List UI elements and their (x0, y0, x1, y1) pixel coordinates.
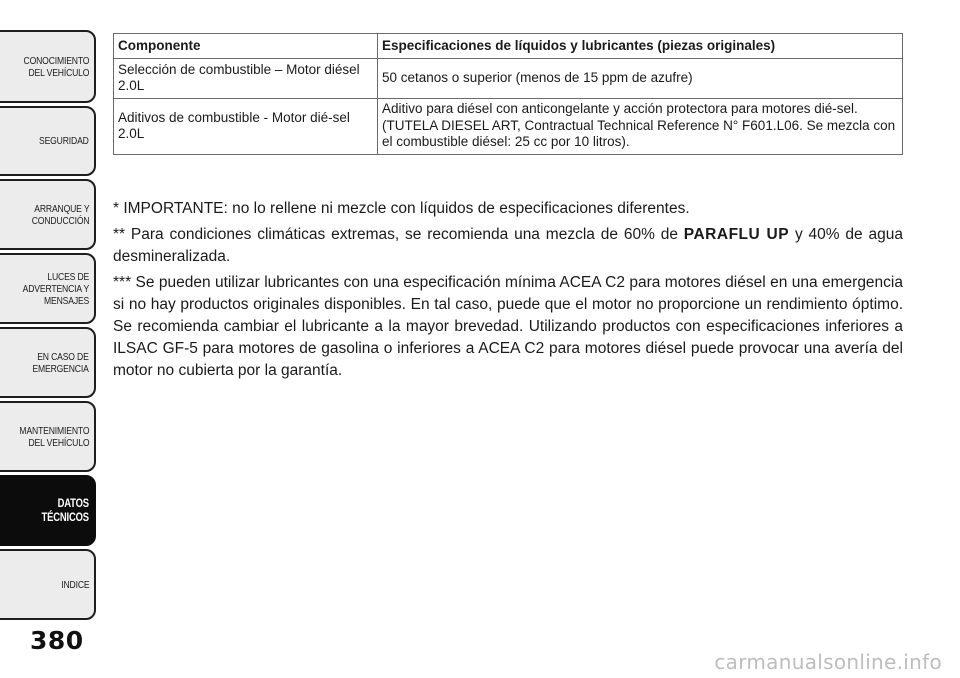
tab-seguridad[interactable] (0, 106, 96, 176)
table-row (114, 99, 903, 155)
tab-label: SEGURIDAD (39, 135, 90, 147)
tab-label: INDICE (60, 578, 90, 591)
tab-label: ARRANQUE Y CONDUCCIÓN (31, 202, 90, 227)
tab-arranque-y-conduccion[interactable] (0, 179, 96, 250)
table-row (114, 59, 903, 99)
tab-indice[interactable] (0, 549, 96, 620)
tab-label: CONOCIMIENTO DEL VEHÍCULO (23, 54, 90, 79)
tab-label: MANTENIMIENTO DEL VEHÍCULO (19, 424, 90, 449)
note-text: y 40% de agua desmineralizada. (113, 226, 903, 265)
table-cell: 50 cetanos o superior (menos de 15 ppm de azufre) (378, 59, 903, 99)
tab-conocimiento-del-vehiculo[interactable] (0, 30, 96, 103)
tab-en-caso-de-emergencia[interactable] (0, 327, 96, 398)
brand-name: PARAFLU UP (683, 226, 790, 243)
note-condiciones-extremas (113, 224, 903, 268)
note-importante: * IMPORTANTE: no lo rellene ni mezcle con líquidos de especificaciones diferentes. (113, 200, 690, 217)
tab-label: LUCES DE ADVERTENCIA Y MENSAJES (22, 270, 90, 307)
fluids-spec-table (113, 33, 903, 155)
table-cell: Aditivos de combustible - Motor dié-sel 2.0L (114, 99, 378, 155)
table-header-row (114, 34, 903, 59)
tab-mantenimiento-del-vehiculo[interactable] (0, 401, 96, 472)
column-header-especificaciones: Especificaciones de líquidos y lubricantes (piezas originales) (378, 34, 903, 59)
site-watermark: carmanualsonline.info (714, 650, 942, 674)
table-cell: Selección de combustible – Motor diésel 2.0L (114, 59, 378, 99)
tab-luces-de-advertencia[interactable] (0, 253, 96, 324)
column-header-componente: Componente (114, 34, 378, 59)
notes-section (113, 198, 903, 386)
chapter-tab-bar (0, 0, 100, 678)
page-number: 380 (30, 626, 84, 655)
tab-label: EN CASO DE EMERGENCIA (32, 350, 90, 375)
table-cell: Aditivo para diésel con anticongelante y acción protectora para motores dié-sel. (TUTELA DIESEL ART, Contractual Technical Reference N° F601.L06. Se mezcla con el combustible diésel: 25 cc por 10 litros). (378, 99, 903, 155)
note-text: ** Para condiciones climáticas extremas, se recomienda una mezcla de 60% de (113, 226, 684, 243)
tab-label: DATOS TÉCNICOS (41, 497, 90, 524)
tab-datos-tecnicos[interactable] (0, 475, 96, 546)
note-lubricantes: *** Se pueden utilizar lubricantes con una especificación mínima ACEA C2 para motores diésel en una emergencia si no hay productos originales disponibles. En tal caso, puede que el motor no proporcione un rendimiento óptimo. Se recomienda cambiar el lubricante a la mayor brevedad. Utilizando productos con especificaciones inferiores a ILSAC GF-5 para motores de gasolina o inferiores a ACEA C2 para motores diésel puede provocar una avería del motor no cubierta por la garantía. (113, 274, 903, 379)
